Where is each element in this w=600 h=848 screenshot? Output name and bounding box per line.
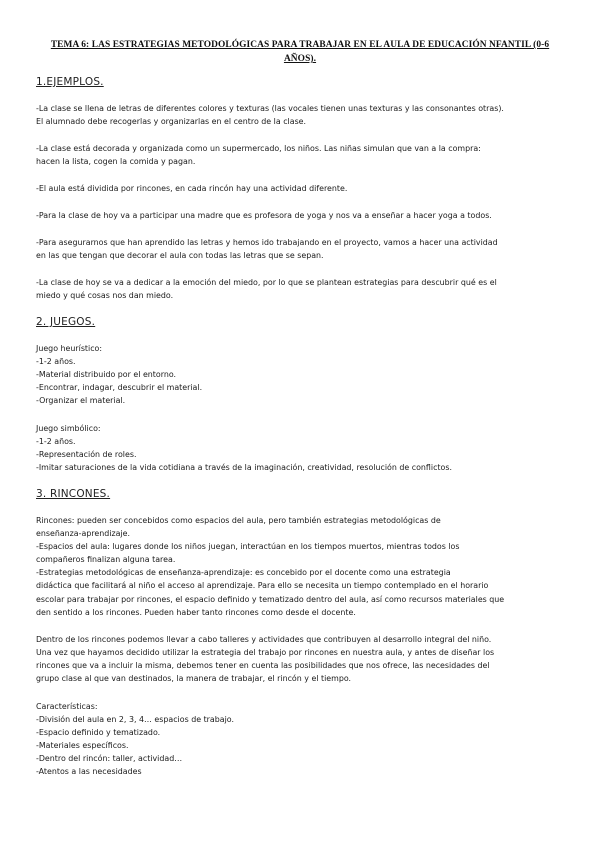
list-item: -Encontrar, indagar, descubrir el material. <box>36 383 203 393</box>
text-line: El alumnado debe recogerlas y organizarlas en el centro de la clase. <box>36 117 307 127</box>
title-line-1: TEMA 6: LAS ESTRATEGIAS METODOLÓGICAS PARA TRABAJAR EN EL AULA DE EDUCACIÓN NFANTIL (0-6 <box>50 40 550 50</box>
list-item: -Espacio definido y tematizado. <box>36 728 161 738</box>
list-juego-simbolico <box>36 422 566 474</box>
list-item: -Materiales específicos. <box>36 741 129 751</box>
text-line: -La clase se llena de letras de diferentes colores y texturas (las vocales tienen unas texturas y las consonantes otras). <box>36 104 504 113</box>
paragraph <box>36 142 566 168</box>
paragraph <box>36 209 566 222</box>
list-title: Juego simbólico: <box>36 424 101 433</box>
list-item: -Atentos a las necesidades <box>36 767 142 777</box>
list-item: -1-2 años. <box>36 437 76 447</box>
text-line: -Espacios del aula: lugares donde los niños juegan, interactúan en los tiempos muertos, mientras todos los <box>36 542 460 552</box>
text-line: Una vez que hayamos decidido utilizar la estrategia del trabajo por rincones en nuestra aula, y antes de diseñar los <box>36 648 495 658</box>
section-heading-rincones: 3. RINCONES. <box>36 488 111 500</box>
list-item: -Imitar saturaciones de la vida cotidiana a través de la imaginación, creatividad, resolución de conflictos. <box>36 463 452 473</box>
text-line: escolar para trabajar por rincones, el espacio definido y tematizado dentro del aula, así como recursos materiales que <box>36 594 505 604</box>
text-line: -Para asegurarnos que han aprendido las letras y hemos ido trabajando en el proyecto, vamos a hacer una actividad <box>36 238 498 247</box>
title-line-2: AÑOS). <box>283 54 317 64</box>
text-line: -Estrategias metodológicas de enseñanza-aprendizaje: es concebido por el docente como una estrategia <box>36 568 451 578</box>
list-juego-heuristico <box>36 342 566 407</box>
paragraph <box>36 236 566 262</box>
text-line: -Para la clase de hoy va a participar una madre que es profesora de yoga y nos va a enseñar a hacer yoga a todos. <box>36 211 492 220</box>
text-line: -La clase está decorada y organizada como un supermercado, los niños. Las niñas simulan que van a la compra: <box>36 144 481 153</box>
paragraph <box>36 182 566 195</box>
text-line: -El aula está dividida por rincones, en cada rincón hay una actividad diferente. <box>36 184 348 193</box>
list-item: -División del aula en 2, 3, 4… espacios de trabajo. <box>36 715 234 725</box>
paragraph <box>36 633 566 685</box>
text-line: enseñanza-aprendizaje. <box>36 529 130 539</box>
text-line: den sentido a los rincones. Pueden haber tanto rincones como desde el docente. <box>36 607 356 617</box>
text-line: didáctica que facilitará al niño el acceso al aprendizaje. Para ello se necesita un tiempo contemplado en el horario <box>36 581 489 591</box>
text-line: Rincones: pueden ser concebidos como espacios del aula, pero también estrategias metodológicas de <box>36 516 441 525</box>
paragraph <box>36 102 566 128</box>
paragraph <box>36 276 566 302</box>
text-line: miedo y qué cosas nos dan miedo. <box>36 291 174 301</box>
section-heading-juegos: 2. JUEGOS. <box>36 316 96 328</box>
section-heading-ejemplos: 1.EJEMPLOS. <box>36 76 104 88</box>
text-line: -La clase de hoy se va a dedicar a la emoción del miedo, por lo que se plantean estrategias para descubrir qué es el <box>36 278 497 287</box>
list-item: -Material distribuido por el entorno. <box>36 370 177 380</box>
text-line: Dentro de los rincones podemos llevar a cabo talleres y actividades que contribuyen al desarrollo integral del niño. <box>36 635 492 644</box>
list-item: -Representación de roles. <box>36 450 137 460</box>
text-line: grupo clase al que van destinados, la manera de trabajar, el rincón y el tiempo. <box>36 674 352 684</box>
text-line: rincones que va a incluir la misma, debemos tener en cuenta las posibilidades que nos ofrece, las necesidades del <box>36 661 490 671</box>
list-title: Características: <box>36 702 98 711</box>
list-item: -1-2 años. <box>36 357 76 367</box>
list-item: -Dentro del rincón: taller, actividad… <box>36 754 183 764</box>
list-item: -Organizar el material. <box>36 396 126 406</box>
list-caracteristicas <box>36 700 566 779</box>
text-line: en las que tengan que decorar el aula con todas las letras que se sepan. <box>36 251 324 261</box>
text-line: compañeros finalizan alguna tarea. <box>36 555 176 565</box>
text-line: hacen la lista, cogen la comida y pagan. <box>36 157 196 167</box>
document-title <box>40 38 560 66</box>
list-title: Juego heurístico: <box>36 344 103 353</box>
paragraph <box>36 514 566 619</box>
